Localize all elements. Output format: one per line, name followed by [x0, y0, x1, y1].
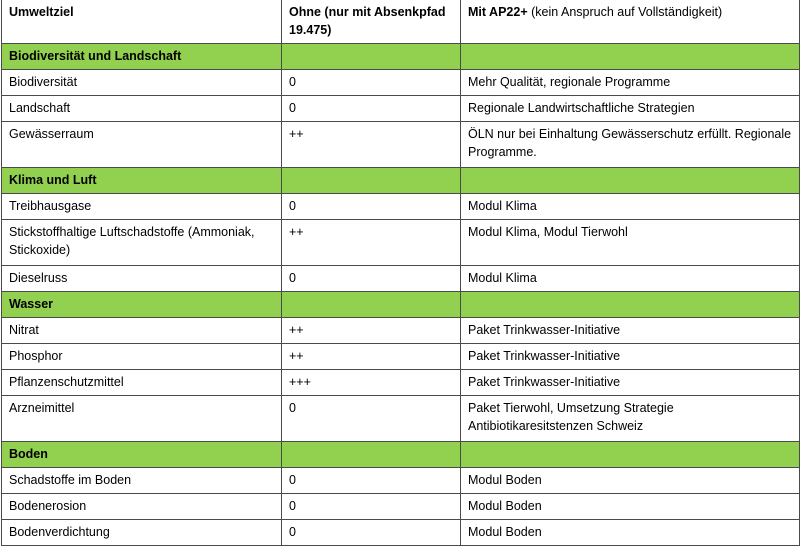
section-row [2, 44, 800, 70]
cell-ohne: ++ [282, 122, 461, 168]
cell-ohne: +++ [282, 370, 461, 396]
header-mit [461, 0, 800, 44]
table-row [2, 194, 800, 220]
section-title: Boden [2, 442, 282, 468]
cell-ziel: Nitrat [2, 318, 282, 344]
cell-ziel: Pflanzenschutzmittel [2, 370, 282, 396]
cell-ziel: Treibhausgase [2, 194, 282, 220]
header-mit-label: Mit AP22+ [468, 5, 528, 19]
cell-ohne: 0 [282, 396, 461, 442]
table-row [2, 220, 800, 266]
table-row [2, 370, 800, 396]
table-row [2, 468, 800, 494]
cell-ohne: 0 [282, 520, 461, 546]
table-row [2, 122, 800, 168]
section-row [2, 292, 800, 318]
cell-mit: Modul Boden [461, 520, 800, 546]
cell-mit: Modul Boden [461, 494, 800, 520]
cell-mit: ÖLN nur bei Einhaltung Gewässerschutz erfüllt. Regionale Programme. [461, 122, 800, 168]
cell-ohne: 0 [282, 468, 461, 494]
cell-mit: Regionale Landwirtschaftliche Strategien [461, 96, 800, 122]
cell-ziel: Arzneimittel [2, 396, 282, 442]
section-row [2, 442, 800, 468]
cell-ziel: Schadstoffe im Boden [2, 468, 282, 494]
header-umweltziel: Umweltziel [2, 0, 282, 44]
cell-mit: Modul Klima [461, 194, 800, 220]
cell-mit: Paket Trinkwasser-Initiative [461, 344, 800, 370]
header-mit-note: (kein Anspruch auf Vollständigkeit) [527, 5, 723, 19]
cell-ziel: Phosphor [2, 344, 282, 370]
table-row [2, 266, 800, 292]
table-row [2, 494, 800, 520]
environment-goals-table [1, 0, 800, 546]
cell-ziel: Bodenerosion [2, 494, 282, 520]
cell-mit: Paket Tierwohl, Umsetzung Strategie Antibiotikaresitstenzen Schweiz [461, 396, 800, 442]
cell-ohne: ++ [282, 220, 461, 266]
cell-ziel: Dieselruss [2, 266, 282, 292]
section-title: Biodiversität und Landschaft [2, 44, 282, 70]
table-row [2, 318, 800, 344]
header-ohne: Ohne (nur mit Absenkpfad 19.475) [282, 0, 461, 44]
table-row [2, 96, 800, 122]
cell-ziel: Landschaft [2, 96, 282, 122]
cell-ohne: 0 [282, 266, 461, 292]
cell-ziel: Stickstoffhaltige Luftschadstoffe (Ammoniak, Stickoxide) [2, 220, 282, 266]
cell-mit: Paket Trinkwasser-Initiative [461, 318, 800, 344]
table-row [2, 70, 800, 96]
cell-ohne: 0 [282, 494, 461, 520]
cell-mit: Paket Trinkwasser-Initiative [461, 370, 800, 396]
cell-ziel: Biodiversität [2, 70, 282, 96]
section-title: Wasser [2, 292, 282, 318]
cell-ohne: ++ [282, 344, 461, 370]
cell-mit: Modul Klima, Modul Tierwohl [461, 220, 800, 266]
table-row [2, 396, 800, 442]
section-title: Klima und Luft [2, 168, 282, 194]
cell-ohne: 0 [282, 96, 461, 122]
header-row [2, 0, 800, 44]
cell-ohne: ++ [282, 318, 461, 344]
cell-ziel: Bodenverdichtung [2, 520, 282, 546]
table-row [2, 344, 800, 370]
section-row [2, 168, 800, 194]
cell-ziel: Gewässerraum [2, 122, 282, 168]
cell-ohne: 0 [282, 70, 461, 96]
cell-mit: Mehr Qualität, regionale Programme [461, 70, 800, 96]
cell-mit: Modul Klima [461, 266, 800, 292]
cell-ohne: 0 [282, 194, 461, 220]
cell-mit: Modul Boden [461, 468, 800, 494]
